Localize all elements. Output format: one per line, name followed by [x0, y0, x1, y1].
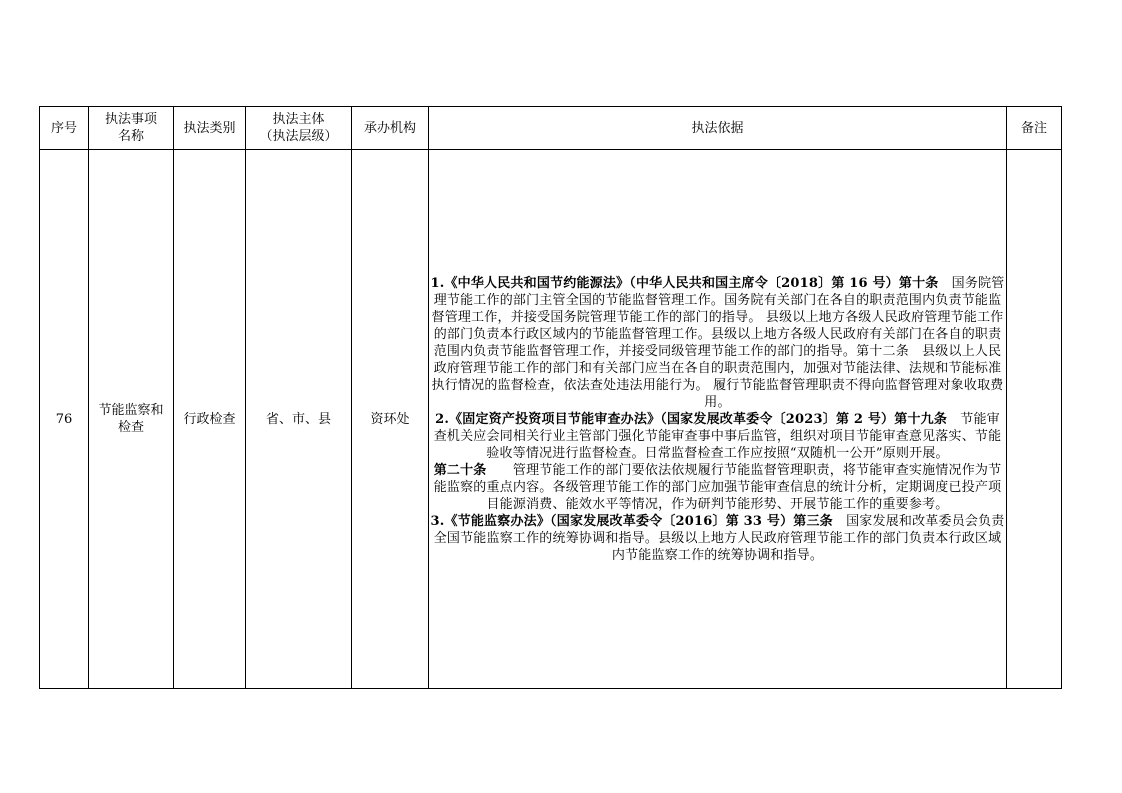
header-item-name — [89, 107, 174, 150]
header-remark: 备注 — [1007, 107, 1062, 150]
cell-category: 行政检查 — [174, 150, 246, 689]
cell-item-name — [89, 150, 174, 689]
cell-agency: 资环处 — [352, 150, 429, 689]
cell-item-name-line1: 节能监察和 — [98, 403, 164, 418]
basis-p1-title: 1.《中华人民共和国节约能源法》（中华人民共和国主席令〔2018〕第 16 号）第十条 — [430, 275, 939, 291]
header-item-name-line1: 执法事项 — [104, 112, 157, 127]
header-agency: 承办机构 — [352, 107, 429, 150]
basis-p1-text: 国务院管理节能工作的部门主管全国的节能监督管理工作。国务院有关部门在各自的职责范围内负责节能监督管理工作，并接受国务院管理节能工作的部门的指导。 县级以上地方各级人民政府管理节能工作的部门负责本行政区域内的节能监督管理工作。县级以上地方各级人民政府有关部门在各自的职责范围内负责节能监督管理工作，并接受同级管理节能工作的部门的指导。第十二条 县级以上人民政府管理节能工作的部门和有关部门应当在各自的职责范围内，加强对节能法律、法规和节能标准执行情况的监督检查，依法查处违法用能行为。 履行节能监督管理职责不得向监督管理对象收取费用。 — [431, 275, 1005, 410]
header-basis: 执法依据 — [429, 107, 1007, 150]
basis-p2b-text: 管理节能工作的部门要依法依规履行节能监督管理职责，将节能审查实施情况作为节能监察的重点内容。各级管理节能工作的部门应加强节能审查信息的统计分析，定期调度已投产项目能源消费、能效水平等情况，作为研判节能形势、开展节能工作的重要参考。 — [433, 462, 1002, 512]
header-seq: 序号 — [40, 107, 89, 150]
cell-remark — [1007, 150, 1062, 689]
basis-paragraph-1 — [429, 275, 1006, 411]
cell-item-name-line2: 检查 — [117, 420, 144, 435]
basis-paragraph-3 — [429, 513, 1006, 564]
header-subject-line1: 执法主体 — [272, 112, 325, 127]
table-row — [40, 150, 1062, 689]
header-row — [40, 107, 1062, 150]
basis-paragraph-2b — [429, 462, 1006, 513]
basis-p2-text: 节能审查机关应会同相关行业主管部门强化节能审查事中事后监管，组织对项目节能审查意见落实、节能验收等情况进行监督检查。日常监督检查工作应按照“双随机一公开”原则开展。 — [433, 411, 1002, 461]
header-item-name-line2: 名称 — [117, 129, 144, 144]
header-subject-line2: （执法层级） — [259, 129, 338, 144]
cell-seq: 76 — [40, 150, 89, 689]
basis-p2-title: 2.《固定资产投资项目节能审查办法》（国家发展改革委令〔2023〕第 2 号）第十九条 — [435, 411, 948, 427]
header-category: 执法类别 — [174, 107, 246, 150]
header-subject — [246, 107, 352, 150]
basis-paragraph-2 — [429, 411, 1006, 462]
basis-p3-text: 国家发展和改革委员会负责全国节能监察工作的统筹协调和指导。县级以上地方人民政府管理节能工作的部门负责本行政区域内节能监察工作的统筹协调和指导。 — [433, 513, 1005, 563]
basis-p2b-title: 第二十条 — [433, 462, 487, 478]
cell-basis — [429, 150, 1007, 689]
cell-subject: 省、市、县 — [246, 150, 352, 689]
law-enforcement-table — [39, 106, 1062, 689]
basis-p3-title: 3.《节能监察办法》（国家发展改革委令〔2016〕第 33 号）第三条 — [430, 513, 833, 529]
